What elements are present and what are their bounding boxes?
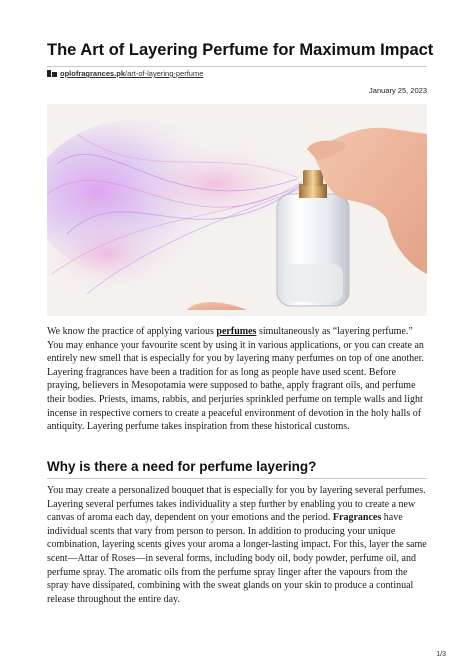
section-heading: Why is there a need for perfume layering?: [47, 459, 317, 474]
source-link[interactable]: [60, 69, 203, 78]
source-path: /art-of-layering-perfume: [125, 69, 204, 78]
publish-date: January 25, 2023: [369, 86, 427, 95]
perfume-spray-illustration: [47, 104, 427, 316]
source-line: [47, 69, 203, 78]
section-text-rest: have individual scents that vary from person to person. In addition to producing your unique combination, layering scents gives your aroma a longer-lasting impact. For this, layer the same scent—Attar of Roses—in several forms, including body oil, body powder, perfume oil, and perfume spray. The aromatic oils from the perfume spray linger after the vapours from the spray have dissipated, combining with the sweat glands on your skin to produce a continual release throughout the entire day.: [47, 512, 427, 605]
hero-image: [47, 104, 427, 316]
perfumes-link[interactable]: perfumes: [216, 326, 257, 337]
section-divider: [47, 478, 427, 479]
page-number: 1/3: [436, 651, 446, 658]
intro-text-rest: simultaneously as “layering perfume.” You may enhance your favourite scent by using it in various applications, or you can create an entirely new smell that is especially for you by layering many perfumes on top of one another. Layering fragrances have been a tradition for as long as people have used scent. Before praying, believers in Mesopotamia were supposed to bathe, apply fragrant oils, and perfume their bodies. Priests, imams, rabbis, and perjuries sprinkled perfume on temple walls and light incense in respective corners to create a peaceful environment of devotion in the holy halls of antiquity. Layering perfume takes inspiration from these historical customs.: [47, 326, 424, 433]
favicon-icon: [47, 70, 57, 77]
intro-text-start: We know the practice of applying various: [47, 326, 217, 337]
article-title: The Art of Layering Perfume for Maximum Impact: [47, 41, 434, 59]
section-text-start: You may create a personalized bouquet that is especially for you by layering several perfumes. Layering several perfumes takes individuality a step further by enabling you to create a new canvas of aroma each day, dependent on your emotions and the period.: [47, 485, 426, 524]
intro-paragraph: [47, 325, 427, 434]
title-divider: [47, 66, 427, 67]
fragrances-bold: Fragrances: [332, 512, 382, 524]
section-paragraph: [47, 484, 427, 606]
source-domain: oplofragrances.pk: [60, 69, 126, 78]
